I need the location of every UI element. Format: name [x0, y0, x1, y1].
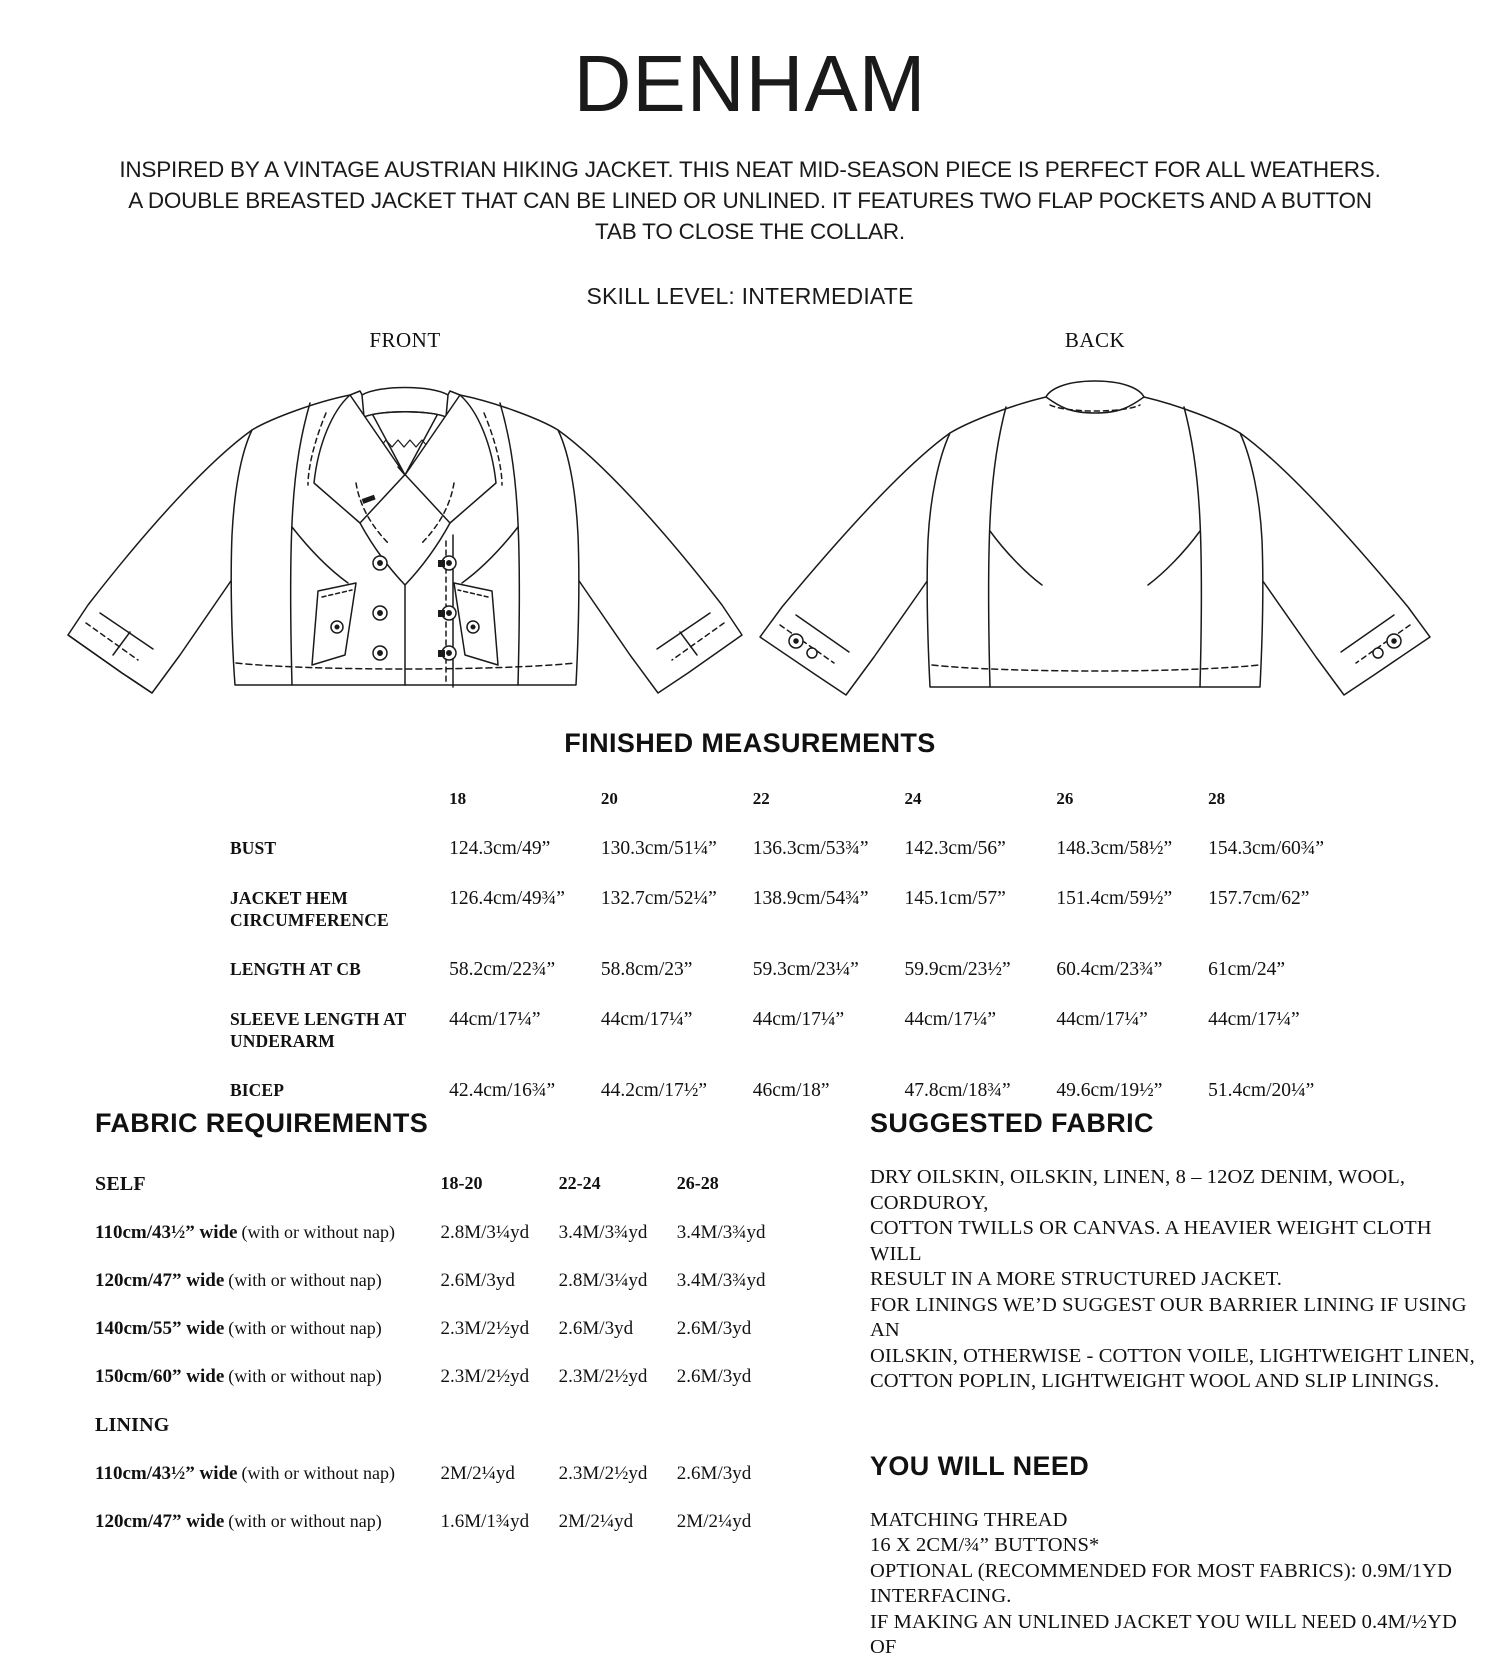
body-line: 16 X 2CM/¾” BUTTONS* [870, 1534, 1100, 1556]
measurement-label: JACKET HEM CIRCUMFERENCE [230, 888, 389, 930]
measurement-value: 157.7cm/62” [1208, 888, 1310, 909]
suggested-fabric-title: SUGGESTED FABRIC [870, 1108, 1154, 1138]
finished-measurements-table [230, 789, 1360, 1129]
table-row [95, 1463, 795, 1511]
measurement-value: 44.2cm/17½” [600, 1080, 708, 1101]
fabric-amount: 2.6M/3yd [676, 1318, 752, 1339]
nap-note: (with or without nap) [228, 1511, 382, 1531]
measurement-label: SLEEVE LENGTH AT UNDERARM [230, 1009, 407, 1051]
table-row [230, 887, 1360, 958]
page-title: DENHAM [573, 39, 927, 128]
body-line: FOR LININGS WE’D SUGGEST OUR BARRIER LINING IF USING AN [870, 1293, 1467, 1341]
table-row [230, 958, 1360, 1008]
nap-note: (with or without nap) [228, 1318, 382, 1338]
fabric-amount: 2.3M/2½yd [440, 1366, 530, 1387]
fabric-amount: 2.8M/3¼yd [440, 1222, 530, 1243]
suggested-fabric-body [870, 1165, 1480, 1395]
fabric-width-label [95, 1366, 440, 1414]
fabric-amount: 3.4M/3¾yd [676, 1222, 766, 1243]
skill-level: SKILL LEVEL: INTERMEDIATE [586, 283, 914, 309]
front-view-label: FRONT [369, 328, 441, 352]
fabric-width-value: 120cm/47” wide [95, 1511, 225, 1532]
lower-sections [0, 1108, 1500, 1661]
measurement-value: 44cm/17¼” [1056, 1009, 1148, 1030]
nap-note: (with or without nap) [228, 1366, 382, 1386]
size-header-22: 22 [752, 789, 770, 808]
measurement-value: 59.9cm/23½” [904, 959, 1011, 980]
measurement-value: 59.3cm/23¼” [752, 959, 859, 980]
size-header-26: 26 [1056, 789, 1074, 808]
fabric-width-value: 110cm/43½” wide [95, 1463, 238, 1484]
size-group-header-22-24: 22-24 [558, 1173, 601, 1193]
finished-measurements-title: FINISHED MEASUREMENTS [564, 728, 936, 758]
table-row [230, 1008, 1360, 1079]
jacket-front-flat-icon [60, 355, 750, 715]
measurement-value: 151.4cm/59½” [1056, 888, 1173, 909]
intro-paragraph [85, 154, 1415, 247]
spacer-cell [559, 1414, 677, 1463]
fabric-amount: 2.6M/3yd [676, 1463, 752, 1484]
table-row [95, 1318, 795, 1366]
size-header-18: 18 [449, 789, 467, 808]
measurement-value: 49.6cm/19½” [1056, 1080, 1163, 1101]
measurement-value: 148.3cm/58½” [1056, 838, 1173, 859]
measurement-value: 58.2cm/22¾” [449, 959, 556, 980]
you-will-need-body [870, 1508, 1480, 1661]
body-line: MATCHING THREAD [870, 1508, 1068, 1531]
front-drawing-block [60, 328, 750, 718]
size-group-header-26-28: 26-28 [676, 1173, 719, 1193]
lining-group-label: LINING [95, 1414, 170, 1436]
fabric-group-header-row [95, 1173, 795, 1222]
fabric-amount: 2M/2¼yd [676, 1511, 752, 1532]
fabric-group-header-row [95, 1414, 795, 1463]
measurement-value: 154.3cm/60¾” [1208, 838, 1325, 859]
measurement-value: 124.3cm/49” [449, 838, 551, 859]
body-line: COTTON POPLIN, LIGHTWEIGHT WOOL AND SLIP LININGS. [870, 1370, 1440, 1392]
fabric-width-label [95, 1318, 440, 1366]
intro-line: INSPIRED BY A VINTAGE AUSTRIAN HIKING JACKET. THIS NEAT MID-SEASON PIECE IS PERFECT FOR ALL WEATHERS. [119, 157, 1381, 182]
nap-note: (with or without nap) [241, 1463, 395, 1483]
nap-note: (with or without nap) [228, 1270, 382, 1290]
fabric-width-label [95, 1270, 440, 1318]
measurement-value: 44cm/17¼” [600, 1009, 693, 1030]
measurement-value: 61cm/24” [1208, 959, 1286, 980]
fabric-amount: 3.4M/3¾yd [676, 1270, 766, 1291]
measurement-value: 46cm/18” [752, 1080, 830, 1101]
size-header-28: 28 [1208, 789, 1226, 808]
body-line: IF MAKING AN UNLINED JACKET YOU WILL NEED 0.4M/½YD OF [870, 1610, 1457, 1658]
fabric-width-label [95, 1222, 440, 1270]
fabric-amount: 2.3M/2½yd [440, 1318, 530, 1339]
fabric-requirements-table [95, 1173, 795, 1559]
measurement-value: 42.4cm/16¾” [449, 1080, 556, 1101]
measurement-value: 44cm/17¼” [904, 1009, 997, 1030]
intro-line: TAB TO CLOSE THE COLLAR. [595, 219, 905, 244]
measurement-label: LENGTH AT CB [230, 959, 361, 979]
fabric-amount: 2M/2¼yd [558, 1511, 634, 1532]
table-row [95, 1511, 795, 1559]
measurement-value: 44cm/17¼” [449, 1009, 541, 1030]
table-row [95, 1222, 795, 1270]
measurement-label: BICEP [230, 1080, 284, 1100]
fabric-amount: 2.6M/3yd [676, 1366, 752, 1387]
measurement-value: 130.3cm/51¼” [600, 838, 717, 859]
fabric-amount: 3.4M/3¾yd [558, 1222, 648, 1243]
fabric-amount: 2.3M/2½yd [558, 1366, 648, 1387]
body-line: COTTON TWILLS OR CANVAS. A HEAVIER WEIGHT CLOTH WILL [870, 1217, 1432, 1265]
you-will-need-title: YOU WILL NEED [870, 1450, 1090, 1481]
measurement-value: 126.4cm/49¾” [449, 888, 565, 909]
fabric-width-value: 140cm/55” wide [95, 1318, 225, 1339]
table-row [95, 1366, 795, 1414]
measurement-value: 47.8cm/18¾” [904, 1080, 1011, 1101]
fabric-requirements-title: FABRIC REQUIREMENTS [95, 1108, 429, 1138]
nap-note: (with or without nap) [241, 1222, 395, 1242]
measurement-value: 142.3cm/56” [904, 838, 1006, 859]
measurement-value: 51.4cm/20¼” [1208, 1080, 1315, 1101]
body-line: DRY OILSKIN, OILSKIN, LINEN, 8 – 12OZ DENIM, WOOL, CORDUROY, [870, 1166, 1406, 1214]
spacer-cell [677, 1414, 795, 1463]
size-group-header-18-20: 18-20 [440, 1173, 483, 1193]
measurement-value: 60.4cm/23¾” [1056, 959, 1163, 980]
fabric-amount: 2M/2¼yd [440, 1463, 515, 1484]
body-line: OILSKIN, OTHERWISE - COTTON VOILE, LIGHTWEIGHT LINEN, [870, 1344, 1475, 1367]
fabric-amount: 2.6M/3yd [558, 1318, 634, 1339]
self-group-label: SELF [95, 1173, 146, 1195]
technical-drawings [0, 328, 1500, 718]
measurement-value: 138.9cm/54¾” [752, 888, 869, 909]
measurement-header-blank [230, 789, 449, 837]
measurement-value: 132.7cm/52¼” [600, 888, 717, 909]
fabric-amount: 1.6M/1¾yd [440, 1511, 530, 1532]
measurement-value: 44cm/17¼” [752, 1009, 845, 1030]
fabric-width-value: 120cm/47” wide [95, 1270, 225, 1291]
table-row [95, 1270, 795, 1318]
fabric-width-value: 110cm/43½” wide [95, 1222, 238, 1243]
right-column [790, 1108, 1500, 1661]
body-line: OPTIONAL (RECOMMENDED FOR MOST FABRICS): 0.9M/1YD [870, 1559, 1452, 1582]
table-row [230, 837, 1360, 887]
intro-line: A DOUBLE BREASTED JACKET THAT CAN BE LINED OR UNLINED. IT FEATURES TWO FLAP POCKETS AND A BUTTON [128, 188, 1372, 213]
measurement-value: 44cm/17¼” [1208, 1009, 1300, 1030]
body-line: INTERFACING. [870, 1585, 1012, 1607]
jacket-back-flat-icon [750, 355, 1440, 715]
fabric-amount: 2.8M/3¼yd [558, 1270, 648, 1291]
measurement-value: 136.3cm/53¾” [752, 838, 869, 859]
fabric-width-label [95, 1463, 440, 1511]
fabric-requirements-section [0, 1108, 790, 1661]
size-header-20: 20 [600, 789, 618, 808]
size-header-24: 24 [904, 789, 922, 808]
measurement-value: 145.1cm/57” [904, 888, 1006, 909]
back-drawing-block [750, 328, 1440, 718]
fabric-width-value: 150cm/60” wide [95, 1366, 225, 1387]
body-line: RESULT IN A MORE STRUCTURED JACKET. [870, 1268, 1283, 1290]
measurement-value: 58.8cm/23” [600, 959, 693, 980]
fabric-width-label [95, 1511, 440, 1559]
fabric-amount: 2.3M/2½yd [558, 1463, 648, 1484]
fabric-amount: 2.6M/3yd [440, 1270, 515, 1291]
measurement-label: BUST [230, 838, 277, 858]
back-view-label: BACK [1064, 328, 1126, 352]
spacer-cell [440, 1414, 558, 1463]
table-header-row [230, 789, 1360, 837]
